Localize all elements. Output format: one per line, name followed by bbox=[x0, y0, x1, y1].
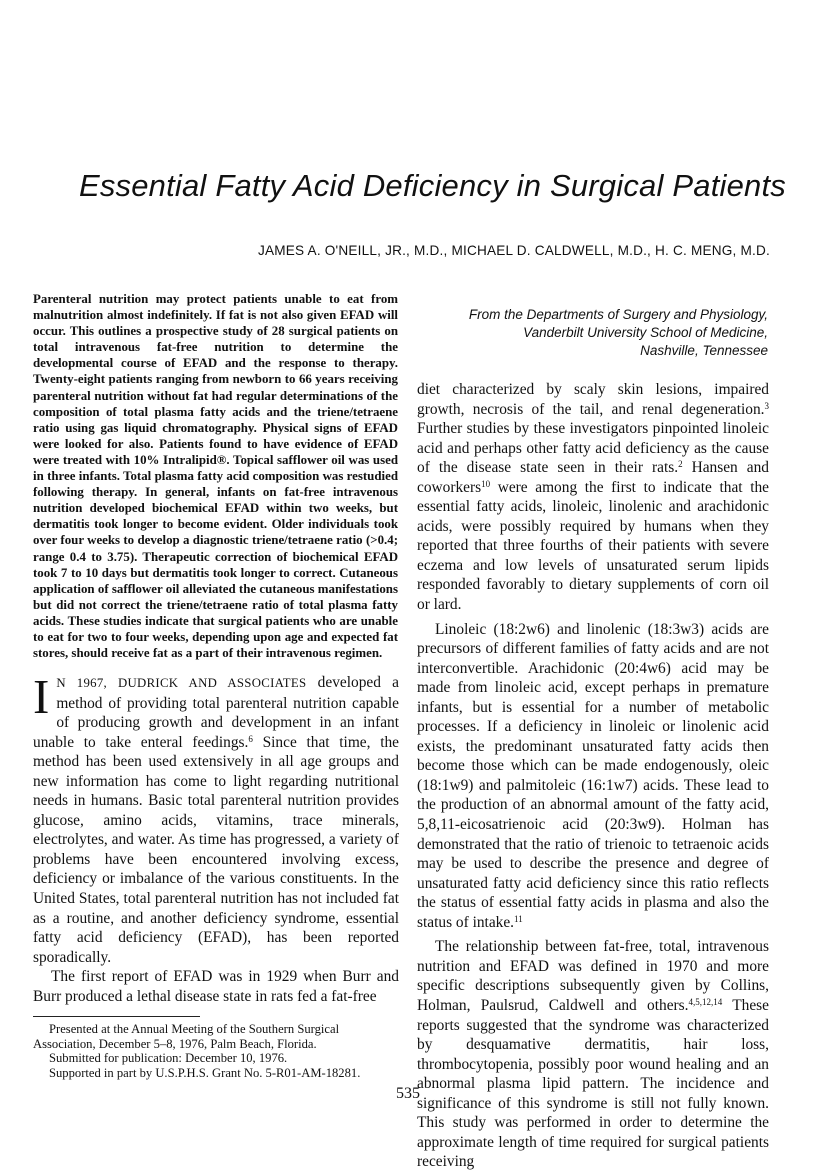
body-right-column bbox=[417, 380, 769, 1172]
paragraph-first-report: The first report of EFAD was in 1929 when Burr and Burr produced a lethal disease state in rats fed a fat-free bbox=[33, 968, 399, 1005]
paragraph-continuation bbox=[417, 380, 769, 615]
footnotes bbox=[33, 1022, 399, 1080]
text: Hansen and coworkers bbox=[417, 459, 769, 496]
text: diet characterized by scaly skin lesions, impaired growth, necrosis of the tail, and renal degeneration. bbox=[417, 381, 769, 418]
reference-marker: 10 bbox=[481, 478, 491, 489]
intro-paragraph bbox=[33, 669, 400, 967]
affiliation bbox=[410, 306, 768, 360]
reference-marker: 11 bbox=[514, 913, 523, 924]
page-number: 535 bbox=[396, 1085, 420, 1102]
reference-marker: 3 bbox=[764, 400, 769, 411]
affiliation-line-3: Nashville, Tennessee bbox=[640, 343, 768, 358]
paragraph-relationship bbox=[417, 937, 769, 1172]
footnote-submitted: Submitted for publication: December 10, 1976. bbox=[49, 1051, 288, 1066]
affiliation-line-2: Vanderbilt University School of Medicine, bbox=[523, 325, 768, 340]
paragraph-linoleic bbox=[417, 620, 769, 933]
footnote-presented-cont: Association, December 5–8, 1976, Palm Beach, Florida. bbox=[33, 1036, 317, 1051]
reference-marker: 6 bbox=[248, 733, 253, 744]
text: Further studies by these investigators pinpointed linoleic acid and perhaps other fatty acid deficiency as the cause of the disease state seen in their rats. bbox=[417, 420, 769, 477]
body-left-column bbox=[33, 669, 400, 1006]
intro-small-caps: N 1967, DUDRICK AND ASSOCIATES bbox=[56, 676, 307, 690]
text: These reports suggested that the syndrome was characterized by desquamative dermatitis, hair loss, thrombocytopenia, possibly poor wound healing and an abnormal plasma lipid pattern. The incidence and significance of this syndrome is still not fully known. This study was performed in order to determine the approximate length of time required for surgical patients receiving bbox=[417, 996, 769, 1171]
text: Linoleic (18:2w6) and linolenic (18:3w3) acids are precursors of different families of fatty acids and are not interconvertible. Arachidonic (20:4w6) acid may be made from linoleic acid, except perhaps in premature infants, but is essential for a number of metabolic processes. If a deficiency in linoleic or linolenic acid exists, the predominant unsaturated fatty acids then become those which can be made endogenously, oleic (18:1w9) and palmitoleic (16:1w7) acids. These lead to the production of an abnormal amount of the fatty acid, 5,8,11-eicosatrienoic acid (20:3w9). Holman has demonstrated that the ratio of trienoic to tetraenoic acids may be used to describe the presence and degree of unsaturated fatty acid deficiency since this ratio reflects the status of essential fatty acids in plasma and also the status of intake. bbox=[417, 620, 769, 931]
abstract: Parenteral nutrition may protect patients unable to eat from malnutrition almost indefinitely. If fat is not also given EFAD will occur. This outlines a prospective study of 28 surgical patients on total intravenous fat-free nutrition to determine the developmental course of EFAD and the response to therapy. Twenty-eight patients ranging from newborn to 66 years receiving parenteral nutrition without fat had regular determinations of the composition of total plasma fatty acids and the triene/tetraene ratio using gas liquid chromatography. Physical signs of EFAD were looked for also. Patients found to have evidence of EFAD were treated with 10% Intralipid®. Topical safflower oil was used in three infants. Total plasma fatty acid composition was restudied following therapy. In general, infants on fat-free intravenous nutrition developed biochemical EFAD within two weeks, but dermatitis took longer to become evident. Older individuals took over four weeks to develop a diagnostic triene/tetraene ratio (>0.4; range 0.4 to 3.75). Therapeutic correction of biochemical EFAD took 7 to 10 days but dermatitis took longer to correct. Cutaneous application of safflower oil alleviated the cutaneous manifestations but did not correct the triene/tetraene ratio of total plasma fatty acids. These studies indicate that surgical patients who are unable to eat for two to four weeks, depending upon age and expected fat stores, should receive fat as a part of their intravenous regimen. bbox=[33, 292, 398, 661]
footnote-supported: Supported in part by U.S.P.H.S. Grant No. 5-R01-AM-18281. bbox=[49, 1065, 361, 1080]
text: were among the first to indicate that the essential fatty acids, linoleic, linolenic and arachidonic acids, were possibly required by humans when they reported that three fourths of their patients with severe eczema and low levels of unsaturated serum lipids responded favorably to dietary supplements of corn oil or lard. bbox=[417, 478, 769, 614]
intro-text-cont: Since that time, the method has been used extensively in all age groups and new information has come to light regarding nutritional needs in humans. Basic total parenteral nutrition provides glucose, amino acids, vitamins, trace minerals, electrolytes, and water. As time has progressed, a variety of problems have been encountered involving excess, deficiency or imbalance of the various constituents. In the United States, total parenteral nutrition has not included fat as a routine, and another deficiency syndrome, essential fatty acid deficiency (EFAD), has been reported sporadically. bbox=[33, 733, 400, 966]
affiliation-line-1: From the Departments of Surgery and Physiology, bbox=[468, 307, 768, 322]
author-list: JAMES A. O'NEILL, JR., M.D., MICHAEL D. CALDWELL, M.D., H. C. MENG, M.D. bbox=[258, 243, 770, 258]
footnote-divider bbox=[33, 1016, 200, 1017]
intro-text: developed a method of providing total parenteral nutrition capable of producing growth and development in an infant unable to take enteral feedings. bbox=[33, 674, 399, 751]
reference-marker: 4,5,12,14 bbox=[688, 996, 723, 1007]
text: The relationship between fat-free, total, intravenous nutrition and EFAD was defined in 1970 and more specific descriptions subsequently given by Collins, Holman, Paulsrud, Caldwell and others. bbox=[417, 938, 769, 1014]
reference-marker: 2 bbox=[678, 459, 683, 470]
footnote-presented: Presented at the Annual Meeting of the Southern Surgical bbox=[49, 1022, 340, 1036]
article-title: Essential Fatty Acid Deficiency in Surgical Patients bbox=[78, 168, 786, 203]
drop-cap: I bbox=[33, 669, 50, 724]
